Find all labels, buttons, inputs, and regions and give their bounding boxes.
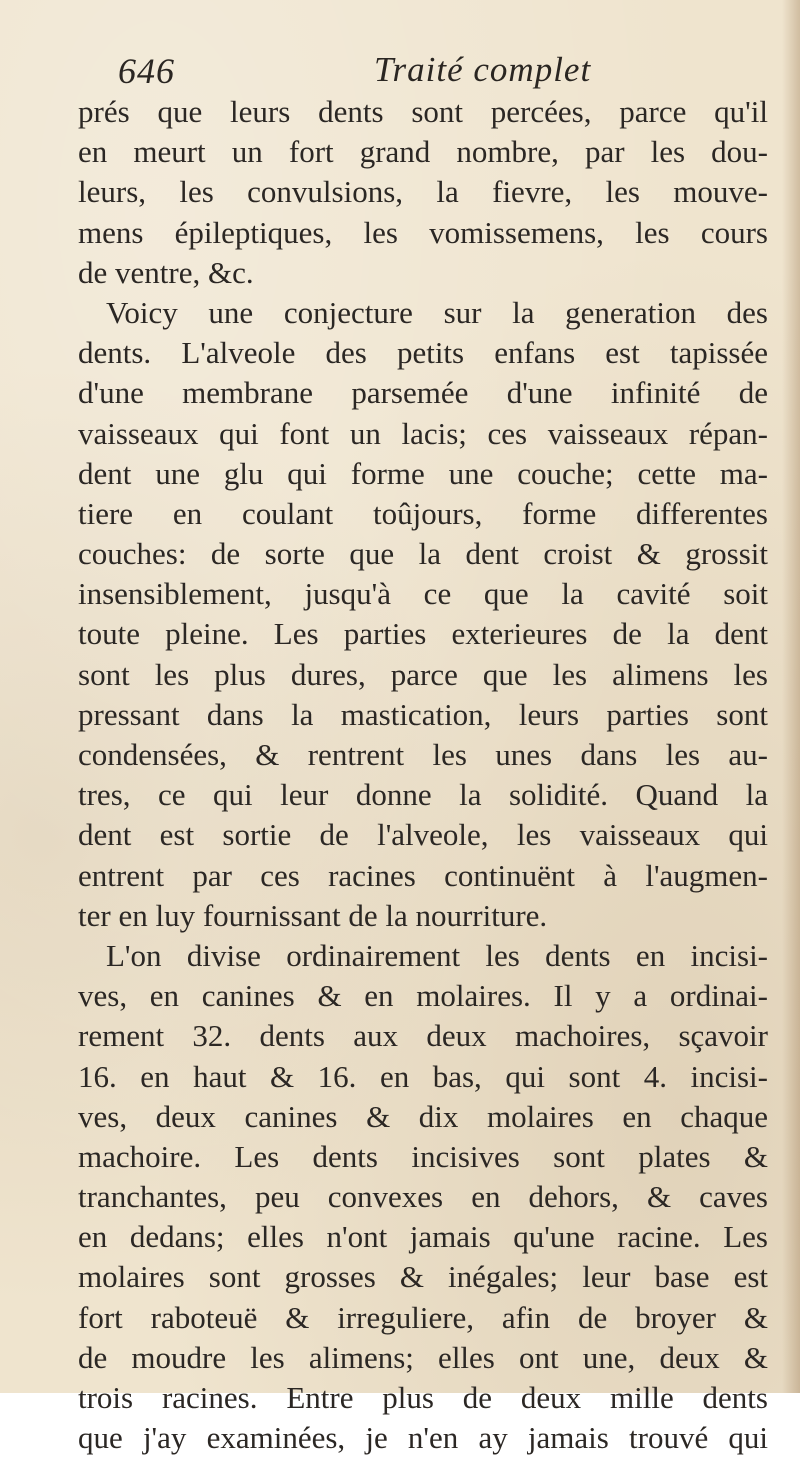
text-line: sont les plus dures, parce que les alimens les: [78, 656, 768, 692]
text-line: de moudre les alimens; elles ont une, deux &: [78, 1339, 768, 1375]
page-number: 646: [118, 51, 175, 91]
text-line: tranchantes, peu convexes en dehors, & caves: [78, 1179, 768, 1215]
text-line: ter en luy fournissant de la nourriture.: [78, 897, 548, 933]
text-line: prés que leurs dents sont percées, parce qu'il: [78, 94, 768, 129]
text-line: couches: de sorte que la dent croist & grossit: [78, 536, 768, 572]
text-line: en meurt un fort grand nombre, par les dou-: [78, 134, 768, 170]
text-line: insensiblement, jusqu'à ce que la cavité soit: [78, 576, 768, 612]
text-line: tiere en coulant toûjours, forme differentes: [78, 495, 768, 531]
text-line: ves, deux canines & dix molaires en chaque: [78, 1098, 768, 1134]
text-line: dent est sortie de l'alveole, les vaisseaux qui: [78, 817, 768, 853]
text-line: vaisseaux qui font un lacis; ces vaisseaux répan-: [78, 415, 768, 451]
running-title: Traité complet: [374, 50, 592, 89]
text-line: pressant dans la mastication, leurs parties sont: [78, 696, 768, 732]
text-line: de ventre, &c.: [78, 254, 254, 290]
text-line: rement 32. dents aux deux machoires, sçavoir: [78, 1018, 768, 1054]
text-line: en dedans; elles n'ont jamais qu'une racine. Les: [78, 1219, 768, 1255]
body-text: [78, 92, 768, 1458]
text-line: d'une membrane parsemée d'une infinité de: [78, 375, 768, 411]
text-line: entrent par ces racines continuënt à l'augmen-: [78, 857, 768, 893]
text-line: mens épileptiques, les vomissemens, les cours: [78, 214, 768, 250]
text-line: dents. L'alveole des petits enfans est tapissée: [78, 335, 768, 371]
text-line: leurs, les convulsions, la fievre, les mouve-: [78, 174, 768, 210]
text-line: dent une glu qui forme une couche; cette ma-: [78, 455, 768, 491]
text-line: tres, ce qui leur donne la solidité. Quand la: [78, 777, 768, 813]
text-line: condensées, & rentrent les unes dans les au-: [78, 737, 768, 772]
text-line: trois racines. Entre plus de deux mille dents: [78, 1380, 768, 1415]
text-line: Voicy une conjecture sur la generation des: [106, 294, 768, 330]
text-line: molaires sont grosses & inégales; leur base est: [78, 1259, 768, 1295]
text-line: ves, en canines & en molaires. Il y a ordinai-: [78, 978, 768, 1014]
page-edge-shadow: [782, 0, 800, 1393]
text-line: machoire. Les dents incisives sont plates &: [78, 1138, 768, 1174]
text-line: toute pleine. Les parties exterieures de la dent: [78, 616, 768, 652]
text-line: 16. en haut & 16. en bas, qui sont 4. incisi-: [78, 1058, 768, 1094]
text-line: que j'ay examinées, je n'en ay jamais trouvé qui: [78, 1420, 768, 1456]
text-line: L'on divise ordinairement les dents en incisi-: [106, 937, 768, 973]
text-line: fort raboteuë & irreguliere, afin de broyer &: [78, 1299, 768, 1335]
